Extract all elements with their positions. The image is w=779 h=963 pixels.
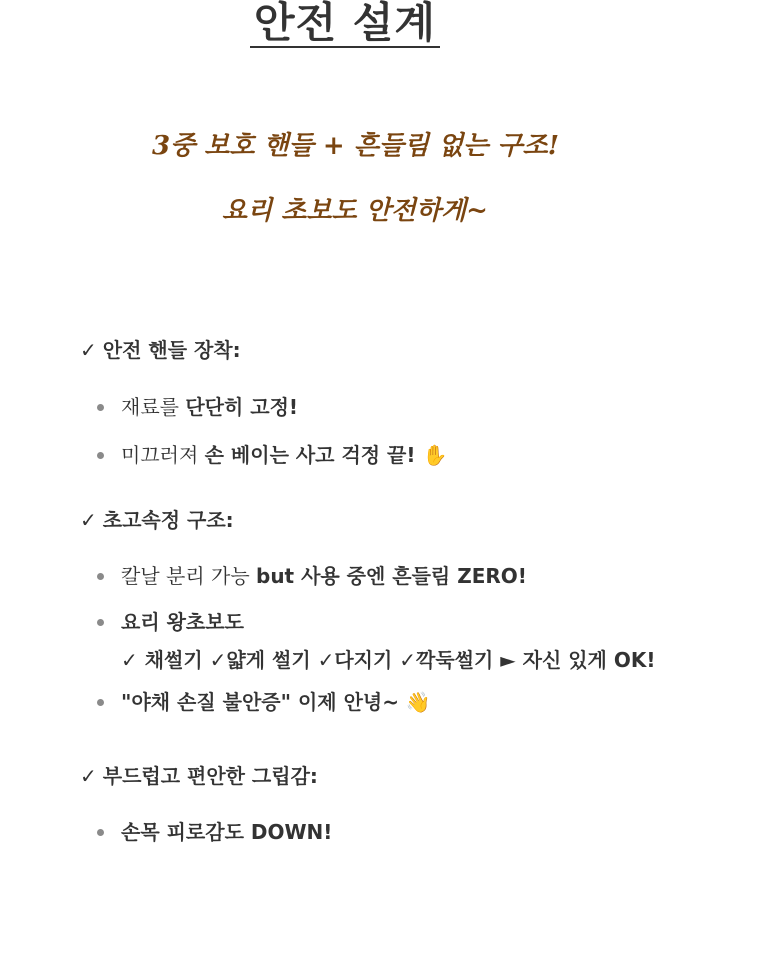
bullet-dot [97,699,104,706]
list-item [97,562,655,590]
item-bold-text: 손 베이는 사고 걱정 끝! ✋ [204,443,448,467]
section-heading-text: 부드럽고 편안한 그립감: [102,764,318,788]
list-item [97,441,447,469]
item-plain-text: 재료를 [121,395,186,419]
bullet-dot [97,573,104,580]
item-sub-line: ✓ 채썰기 ✓얇게 썰기 ✓다지기 ✓깍둑썰기 ► 자신 있게 OK! [121,648,656,672]
page-title: 안전 설계 [250,0,440,48]
section-1-list [97,393,447,469]
item-bold-text: "야채 손질 불안증" 이제 안녕~ 👋 [121,690,431,714]
list-item [97,688,655,716]
bullet-dot [97,829,104,836]
list-item [97,393,447,421]
bullet-dot [97,619,104,626]
item-plain-text: 미끄러져 [121,443,205,467]
section-heading-fixed-structure [80,504,234,533]
section-3-list [97,818,332,846]
list-item [97,818,332,846]
item-bold-text: but 사용 중엔 흔들림 ZERO! [256,564,527,588]
check-icon: ✓ [80,338,97,362]
tagline-line-2: 요리 초보도 안전하게~ [222,196,488,226]
section-heading-text: 초고속정 구조: [102,508,234,532]
item-bold-text: 요리 왕초보도 [121,610,244,634]
section-2-list [97,562,655,716]
item-bold-text: 손목 피로감도 DOWN! [121,820,333,844]
list-item [97,608,655,674]
title-block [240,0,450,48]
section-heading-safety-handle [80,334,241,363]
tagline-line-1: 3중 보호 핸들 + 흔들림 없는 구조! [152,131,559,161]
section-heading-grip [80,760,318,789]
bullet-dot [97,404,104,411]
bullet-dot [97,452,104,459]
check-icon: ✓ [80,508,97,532]
check-icon: ✓ [80,764,97,788]
item-plain-text: 칼날 분리 가능 [121,564,256,588]
section-heading-text: 안전 핸들 장착: [102,338,241,362]
item-bold-text: 단단히 고정! [185,395,299,419]
